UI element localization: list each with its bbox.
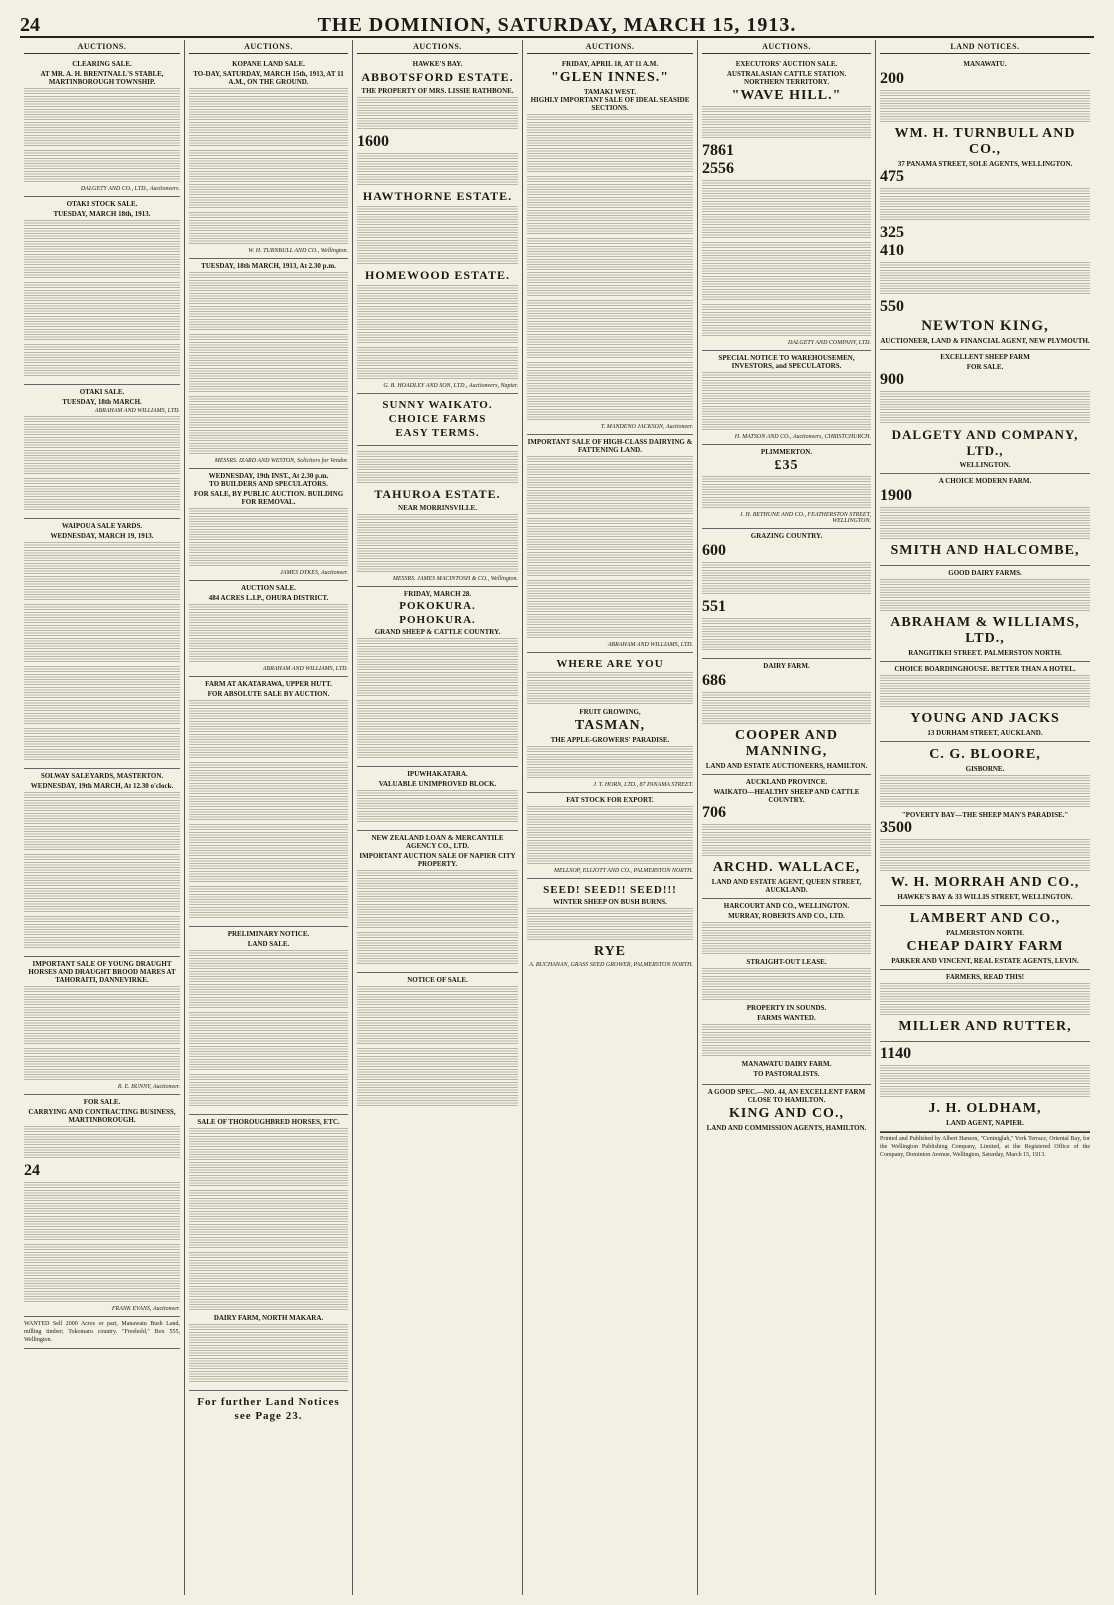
ad-signature: A. BUCHANAN, GRASS SEED GROWER, PALMERSTON NORTH. [529, 962, 693, 968]
ad-signature: J. H. BETHUNE AND CO., FEATHERSTON STREET, WELLINGTON. [739, 512, 871, 524]
ad-title: PRELIMINARY NOTICE. [227, 930, 310, 938]
ad-thoroughbred [189, 1115, 348, 1391]
ad-title: A CHOICE MODERN FARM. [938, 477, 1032, 485]
ad-signature: G. B. HOADLEY AND SON, LTD., Auctioneers, Napier. [383, 383, 518, 389]
ad-wave-hill [702, 57, 871, 351]
ad-good-spec [702, 1085, 871, 1136]
ad-title: HAWKE'S BAY. [412, 60, 463, 68]
ad-boardinghouse [880, 662, 1090, 742]
ad-heading: COOPER AND MANNING, [735, 728, 838, 759]
ad-heading: C. G. BLOORE, [929, 747, 1041, 762]
ad-subtitle: LAND AND COMMISSION AGENTS, HAMILTON. [706, 1124, 867, 1132]
ad-subtitle: WEDNESDAY, MARCH 19, 1913. [50, 532, 154, 540]
ad-harcourt [702, 899, 871, 1085]
ad-acreage: 1900 [880, 487, 912, 504]
ad-tasman [527, 653, 693, 793]
ad-signature: MESSRS. JAMES MACINTOSH & CO., Wellington. [392, 576, 518, 582]
ad-grazing [702, 529, 871, 659]
ad-signature: W. H. TURNBULL AND CO., Wellington. [248, 248, 348, 254]
ad-signature: ABRAHAM AND WILLIAMS, LTD. [607, 642, 693, 648]
ad-title: GRAND SHEEP & CATTLE COUNTRY. [374, 628, 501, 636]
ad-title: AUCTION SALE. [241, 584, 296, 592]
ad-fat-stock [527, 793, 693, 879]
ad-acreage: 1600 [357, 133, 389, 150]
ad-heading-2: NEWTON KING, [921, 318, 1049, 334]
ad-title: IPUWHAKATARA. [407, 770, 468, 778]
ad-subtitle: TO-DAY, SATURDAY, MARCH 15th, 1913, AT 11 A.M., ON THE GROUND. [193, 70, 344, 86]
ad-title: CHOICE BOARDINGHOUSE. BETTER THAN A HOTEL. [894, 665, 1076, 673]
footer-line-1: For further Land Notices [197, 1396, 340, 1408]
ad-tuesday-sale [189, 259, 348, 469]
ad-acreage-2: 551 [702, 598, 726, 615]
ad-heading: SMITH AND HALCOMBE, [890, 543, 1080, 558]
column-4 [523, 40, 698, 1595]
ad-signature: DALGETY AND COMPANY, LTD. [788, 340, 871, 346]
ad-title: IMPORTANT SALE OF HIGH-CLASS DAIRYING & FATTENING LAND. [527, 438, 693, 454]
ad-acreage: 900 [880, 371, 904, 388]
ad-dairy-farms [880, 566, 1090, 662]
ad-signature: J. T. HORN, LTD., 87 PANAMA STREET. [593, 782, 693, 788]
ad-subtitle-2: THE APPLE-GROWERS' PARADISE. [550, 736, 670, 744]
ad-glen-innes [527, 57, 693, 435]
ad-heading-2: HAWTHORNE ESTATE. [362, 189, 513, 203]
ad-title: MANAWATU. [963, 60, 1007, 68]
ad-draught-horses [24, 957, 180, 1095]
ad-manawatu [880, 57, 1090, 350]
ad-signature: JAMES DYKES, Auctioneer. [280, 570, 348, 576]
ad-heading: ABRAHAM & WILLIAMS, LTD., [890, 615, 1080, 646]
ad-heading: "GLEN INNES." [550, 70, 669, 85]
ad-otaki-sale [24, 385, 180, 519]
ad-pohokura [357, 587, 518, 767]
ad-wanted [24, 1317, 180, 1349]
ad-acreage: 600 [702, 542, 726, 559]
ad-heading-2: RYE [593, 944, 627, 959]
ad-kopane [189, 57, 348, 259]
column-header: LAND NOTICES. [880, 40, 1090, 54]
page-columns [20, 40, 1094, 1595]
ad-subtitle-2: AUCTIONEER, LAND & FINANCIAL AGENT, NEW PLYMOUTH. [880, 337, 1090, 345]
ad-subtitle: NEAR MORRINSVILLE. [398, 504, 477, 512]
ad-heading: YOUNG AND JACKS [910, 711, 1060, 726]
ad-acreage-4: 410 [880, 242, 904, 259]
ad-heading-2: W. H. MORRAH AND CO., [890, 875, 1080, 890]
ad-subtitle: WINTER SHEEP ON BUSH BURNS. [553, 898, 667, 906]
ad-heading: "WAVE HILL." [731, 88, 842, 103]
ad-title: FOR SALE. [83, 1098, 121, 1106]
ad-preliminary [189, 927, 348, 1115]
ad-subtitle: TUESDAY, 18th MARCH. [62, 398, 142, 406]
ad-acreage: 686 [702, 672, 726, 689]
page-number: 24 [20, 14, 40, 36]
ad-signature: ABRAHAM AND WILLIAMS, LTD. [94, 408, 180, 414]
imprint: Printed and Published by Albert Hanson, "Ceniniglah," York Terrace, Oriental Bay, for the Wellington Publishing Company, Limited, at the Registered Office of the Company, Dominion Avenue, Wellington, Saturday, March 15, 1913. [880, 1132, 1090, 1159]
ad-subtitle: FRUIT GROWING, [579, 708, 641, 716]
ad-heading: KING AND CO., [729, 1106, 844, 1121]
ad-heading-2: CHOICE FARMS [388, 413, 487, 425]
ad-seed [527, 879, 693, 972]
masthead [20, 14, 1094, 38]
ad-modern-farm [880, 474, 1090, 566]
ad-section-3: FARMS WANTED. [757, 1014, 816, 1022]
ad-title: CLEARING SALE. [72, 60, 132, 68]
ad-subtitle: CARRYING AND CONTRACTING BUSINESS, MARTINBOROUGH. [28, 1108, 176, 1124]
ad-title: A GOOD SPEC.—NO. 44, AN EXCELLENT FARM CLOSE TO HAMILTON. [707, 1088, 866, 1104]
ad-signature: R. E. BUNNY, Auctioneer. [117, 1084, 180, 1090]
ad-heading: WM. H. TURNBULL AND CO., [894, 126, 1076, 157]
ad-signature: ABRAHAM AND WILLIAMS, LTD. [262, 666, 348, 672]
ad-acreage: 3500 [880, 819, 912, 836]
ad-subtitle: WEDNESDAY, 19th INST., At 2.30 p.m. [208, 472, 329, 480]
ad-heading: DALGETY AND COMPANY, LTD., [891, 427, 1079, 458]
ad-heading: ARCHD. WALLACE, [712, 860, 861, 875]
ad-heading: J. H. OLDHAM, [928, 1101, 1042, 1116]
ad-subtitle-2: "POVERTY BAY—THE SHEEP MAN'S PARADISE." [901, 811, 1069, 819]
ad-heading: MILLER AND RUTTER, [898, 1019, 1072, 1034]
column-2 [185, 40, 353, 1595]
ad-sunny-waikato [357, 394, 518, 446]
column-header: AUCTIONS. [24, 40, 180, 54]
ad-acreage-5: 550 [880, 298, 904, 315]
ad-waipoua [24, 519, 180, 769]
ad-ipuwhakatara [357, 767, 518, 831]
ad-heading: LAMBERT AND CO., [909, 911, 1061, 926]
ad-nz-loan [357, 831, 518, 973]
ad-subtitle: TUESDAY, 18th MARCH, 1913, At 2.30 p.m. [201, 262, 336, 270]
column-header: AUCTIONS. [357, 40, 518, 54]
ad-subtitle-2: NORTHERN TERRITORY. [744, 78, 829, 86]
ad-acreage: 200 [880, 70, 904, 87]
ad-title: HARCOURT AND CO., WELLINGTON. [723, 902, 850, 910]
ad-heading: SEED! SEED!! SEED!!! [543, 884, 677, 896]
ad-heading-3: EASY TERMS. [395, 427, 480, 439]
ad-title: AUCKLAND PROVINCE. [745, 778, 828, 786]
ad-ohura [189, 581, 348, 677]
ad-subtitle-3: HAWKE'S BAY & 33 WILLIS STREET, WELLINGTON. [897, 893, 1073, 901]
ad-clearing-sale [24, 57, 180, 197]
ad-heading: SUNNY WAIKATO. [382, 399, 493, 411]
footer-line-2: see Page 23. [234, 1410, 303, 1422]
ad-subtitle: FRIDAY, APRIL 18, AT 11 A.M. [561, 60, 659, 68]
ad-subtitle: TUESDAY, MARCH 18th, 1913. [53, 210, 151, 218]
ad-heading-2: TASMAN, [574, 718, 646, 733]
ad-signature: T. MANDENO JACKSON, Auctioneer. [600, 424, 693, 430]
ad-title: OTAKI STOCK SALE. [66, 200, 138, 208]
ad-title: GRAZING COUNTRY. [750, 532, 823, 540]
ad-subtitle-2: WELLINGTON. [959, 461, 1011, 469]
ad-solway [24, 769, 180, 957]
ad-title: EXECUTORS' AUCTION SALE. [735, 60, 838, 68]
ad-subtitle: WEDNESDAY, 19th MARCH, At 12.30 o'clock. [30, 782, 174, 790]
ad-signature: MESSRS. IZARD AND WESTON, Solicitors for Vendor. [214, 458, 348, 464]
ad-title: SOLWAY SALEYARDS, MASTERTON. [40, 772, 164, 780]
column-header: AUCTIONS. [527, 40, 693, 54]
ad-tahuroa [357, 446, 518, 587]
ad-title: SALE OF THOROUGHBRED HORSES, ETC. [197, 1118, 340, 1126]
ad-carrying-business [24, 1095, 180, 1317]
ad-title-2: MURRAY, ROBERTS AND CO., LTD. [728, 912, 845, 920]
ad-warehousemen [702, 351, 871, 445]
ad-subtitle: DAIRY FARM, NORTH MAKARA. [213, 1314, 324, 1322]
ad-bloore [880, 742, 1090, 906]
ad-subtitle: IMPORTANT AUCTION SALE OF NAPIER CITY PROPERTY. [359, 852, 516, 868]
ad-subtitle-2: TAMAKI WEST. [583, 88, 637, 96]
column-5 [698, 40, 876, 1595]
ad-subtitle-2: FOR SALE, BY PUBLIC AUCTION. BUILDING FOR REMOVAL. [193, 490, 344, 506]
ad-body: WANTED Sell 2000 Acres or part, Manawatu Bush Land, milling timber; Tokomaru country. "Freehold," Box 555, Wellington. [24, 1321, 180, 1343]
ad-subtitle: FOR SALE. [966, 363, 1004, 371]
ad-section-2: PROPERTY IN SOUNDS. [746, 1004, 827, 1012]
ad-subtitle: VALUABLE UNIMPROVED BLOCK. [378, 780, 497, 788]
ad-title: FARM AT AKATARAWA, UPPER HUTT. [205, 680, 332, 688]
ad-title: IMPORTANT SALE OF YOUNG DRAUGHT HORSES AND DRAUGHT BROOD MARES AT TAHORAITI, DANNEVIRKE. [28, 960, 176, 984]
ad-subtitle: THE PROPERTY OF MRS. LISSIE RATHBONE. [361, 87, 514, 95]
ad-lead-number: 24 [24, 1162, 40, 1179]
ad-section-4: MANAWATU DAIRY FARM. [741, 1060, 832, 1068]
ad-title: SPECIAL NOTICE TO WAREHOUSEMEN, INVESTORS, and SPECULATORS. [718, 354, 855, 370]
ad-plimmerton [702, 445, 871, 529]
ad-figure: 7861 [702, 142, 734, 159]
ad-acreage-3: 325 [880, 224, 904, 241]
ad-acreage-2: 475 [880, 168, 904, 185]
ad-title: NOTICE OF SALE. [407, 976, 468, 984]
ad-subtitle: LAND SALE. [247, 940, 290, 948]
ad-title: DAIRY FARM. [763, 662, 810, 670]
ad-heading-2: POHOKURA. [399, 614, 476, 626]
ad-subtitle: FOR ABSOLUTE SALE BY AUCTION. [207, 690, 330, 698]
ad-subtitle: PALMERSTON NORTH. [946, 929, 1024, 937]
ad-sheep-farm [880, 350, 1090, 474]
ad-title: WAIPOUA SALE YARDS. [61, 522, 143, 530]
ad-section-5: TO PASTORALISTS. [753, 1070, 820, 1078]
ad-signature: FRANK EVANS, Auctioneer. [111, 1306, 180, 1312]
ad-acreage: 706 [702, 804, 726, 821]
ad-subtitle-2: LAND AND ESTATE AGENT, QUEEN STREET, AUCKLAND. [711, 878, 862, 894]
ad-farmers [880, 970, 1090, 1042]
newspaper-title: THE DOMINION, SATURDAY, MARCH 15, 1913. [317, 14, 797, 36]
ad-builders [189, 469, 348, 581]
ad-title: TO BUILDERS AND SPECULATORS. [209, 480, 328, 488]
ad-heading-2: CHEAP DAIRY FARM [906, 939, 1064, 954]
ad-subtitle: LAND AGENT, NAPIER. [946, 1119, 1024, 1127]
ad-subtitle: 13 DURHAM STREET, AUCKLAND. [927, 729, 1043, 737]
ad-lambert [880, 906, 1090, 970]
ad-subtitle: WAIKATO—HEALTHY SHEEP AND CATTLE COUNTRY. [713, 788, 860, 804]
ad-heading: TAHUROA ESTATE. [374, 487, 501, 501]
column-header: AUCTIONS. [702, 40, 871, 54]
ad-title: HIGHLY IMPORTANT SALE OF IDEAL SEASIDE SECTIONS. [530, 96, 690, 112]
ad-heading: ABBOTSFORD ESTATE. [361, 70, 514, 84]
ad-subtitle: AUSTRALASIAN CATTLE STATION. [726, 70, 847, 78]
ad-section: STRAIGHT-OUT LEASE. [746, 958, 827, 966]
ad-subtitle-2: PARKER AND VINCENT, REAL ESTATE AGENTS, LEVIN. [891, 957, 1079, 965]
footer-notice [189, 1391, 348, 1428]
ad-subtitle: 37 PANAMA STREET, SOLE AGENTS, WELLINGTON. [897, 160, 1073, 168]
ad-title: EXCELLENT SHEEP FARM [940, 353, 1030, 361]
ad-figure-2: 2556 [702, 160, 734, 177]
ad-signature: MELLSOP, ELLIOTT AND CO., PALMERSTON NORTH. [554, 868, 693, 874]
ad-subtitle: 484 ACRES L.I.P., OHURA DISTRICT. [208, 594, 329, 602]
ad-title: PLIMMERTON. [760, 448, 813, 456]
ad-subtitle: FRIDAY, MARCH 28. [403, 590, 472, 598]
ad-akatarawa [189, 677, 348, 927]
ad-notice-of-sale [357, 973, 518, 1114]
ad-dairying-land [527, 435, 693, 653]
column-1 [20, 40, 185, 1595]
ad-otaki-stock [24, 197, 180, 385]
ad-heading: WHERE ARE YOU [556, 658, 664, 670]
ad-price: £35 [774, 458, 799, 473]
ad-subtitle: LAND AND ESTATE AUCTIONEERS, HAMILTON. [705, 762, 868, 770]
ad-dairy-farm [702, 659, 871, 775]
ad-acreage: 1140 [880, 1045, 912, 1062]
ad-auckland [702, 775, 871, 899]
ad-title: OTAKI SALE. [79, 388, 125, 396]
ad-oldham [880, 1042, 1090, 1132]
ad-title: FARMERS, READ THIS! [945, 973, 1025, 981]
ad-heading: POKOKURA. [399, 600, 476, 612]
ad-subtitle: RANGITIKEI STREET. PALMERSTON NORTH. [908, 649, 1062, 657]
ad-title: KOPANE LAND SALE. [232, 60, 305, 68]
ad-title: GOOD DAIRY FARMS. [948, 569, 1022, 577]
ad-signature: DALGETY AND CO., LTD., Auctioneers. [80, 186, 180, 192]
column-header: AUCTIONS. [189, 40, 348, 54]
ad-heading-3: HOMEWOOD ESTATE. [365, 268, 510, 282]
ad-subtitle: AT MR. A. H. BRENTNALL'S STABLE, MARTINBOROUGH TOWNSHIP. [40, 70, 164, 86]
column-6 [876, 40, 1094, 1595]
ad-signature: H. MATSON AND CO., Auctioneers, CHRISTCHURCH. [734, 434, 871, 440]
ad-abbotsford [357, 57, 518, 394]
ad-title: NEW ZEALAND LOAN & MERCANTILE AGENCY CO., LTD. [371, 834, 504, 850]
column-3 [353, 40, 523, 1595]
ad-subtitle: GISBORNE. [965, 765, 1005, 773]
ad-title: FAT STOCK FOR EXPORT. [566, 796, 654, 804]
